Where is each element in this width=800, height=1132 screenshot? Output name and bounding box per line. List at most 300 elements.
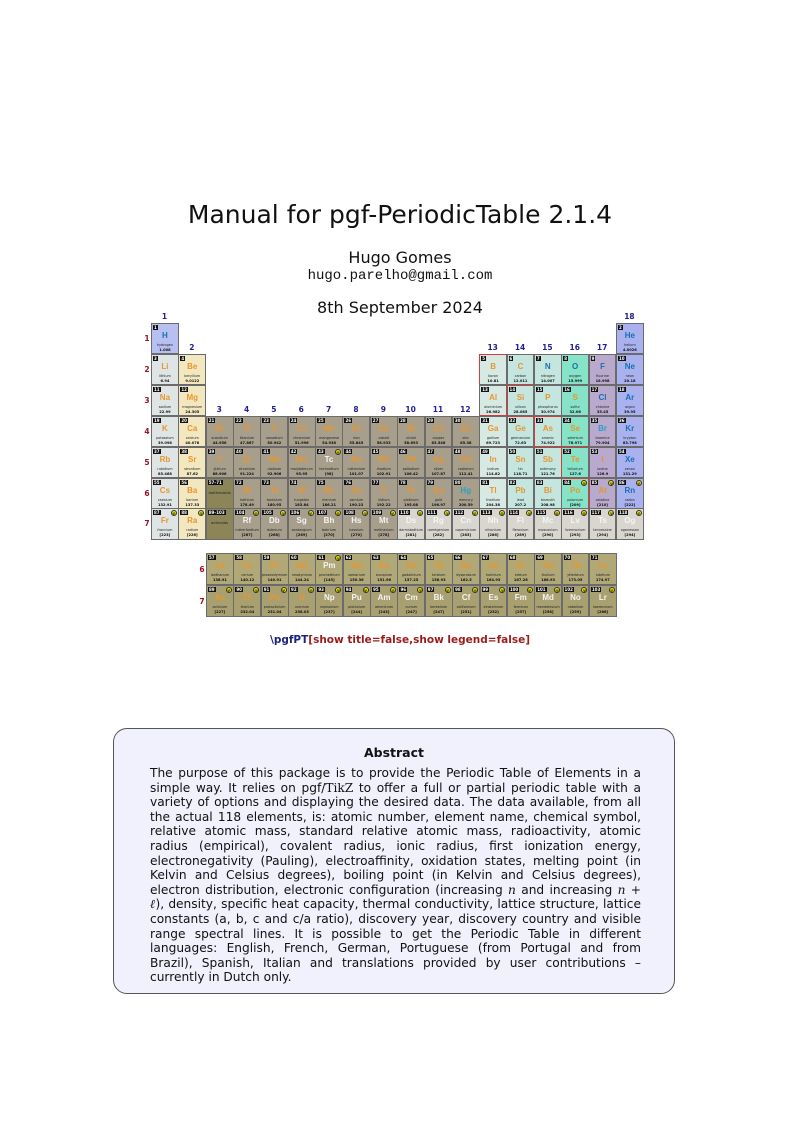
atomic-mass: 95.95 [295, 471, 308, 476]
element-cell-nh[interactable] [479, 508, 507, 539]
element-name: chromium [293, 435, 311, 440]
element-cell-pm[interactable] [315, 553, 343, 585]
element-cell-zn[interactable] [452, 416, 480, 447]
atomic-number: 94 [345, 586, 352, 592]
element-cell-w[interactable] [288, 478, 316, 509]
atomic-mass: 157.25 [404, 578, 419, 582]
atomic-mass: 126.9 [596, 471, 609, 476]
element-name: hydrogen [156, 343, 173, 347]
element-cell-ta[interactable] [260, 478, 288, 509]
element-cell-co[interactable] [370, 416, 398, 447]
element-symbol: Bh [323, 516, 335, 526]
element-cell-s[interactable] [561, 385, 589, 416]
element-cell-sg[interactable] [288, 508, 316, 539]
element-cell-bk[interactable] [425, 585, 453, 617]
atomic-mass: [294] [624, 533, 636, 538]
element-cell-hs[interactable] [342, 508, 370, 539]
element-cell-cs[interactable] [151, 478, 179, 509]
element-symbol: U [299, 592, 305, 602]
element-cell-ge[interactable] [507, 416, 535, 447]
atomic-number: 20 [181, 417, 187, 423]
element-symbol: Be [187, 361, 198, 371]
atomic-number: 63 [373, 555, 379, 560]
element-cell-h[interactable] [151, 323, 179, 354]
atomic-mass: [269] [296, 533, 308, 538]
element-name: lawrencium [593, 604, 613, 609]
atomic-mass: 167.26 [513, 578, 528, 582]
element-symbol: Ti [243, 423, 251, 433]
atomic-number: 91 [263, 586, 270, 592]
atomic-number: 77 [372, 479, 379, 485]
atomic-mass: 14.007 [540, 378, 555, 383]
element-cell-tc[interactable] [315, 447, 343, 478]
element-cell-os[interactable] [342, 478, 370, 509]
element-cell-gd[interactable] [397, 553, 425, 585]
element-name: californium [456, 604, 476, 609]
element-name: neptunium [320, 604, 339, 609]
element-cell-ba[interactable] [178, 478, 206, 509]
element-cell-nb[interactable] [260, 447, 288, 478]
element-cell-ru[interactable] [342, 447, 370, 478]
element-cell-ag[interactable] [425, 447, 453, 478]
element-symbol: Li [161, 361, 169, 371]
atomic-mass: [278] [378, 533, 390, 538]
element-cell-ca[interactable] [178, 416, 206, 447]
element-symbol: Br [598, 423, 607, 433]
radioactive-icon: ☢ [609, 511, 614, 517]
element-symbol: Zn [460, 423, 471, 433]
atomic-mass: 180.95 [267, 502, 282, 507]
element-cell-rn[interactable] [616, 478, 644, 509]
group-label-15: 15 [542, 342, 553, 352]
element-name: antimony [539, 466, 556, 471]
command-example [0, 634, 800, 646]
atomic-number: 111 [427, 510, 436, 516]
element-cell-eu[interactable] [370, 553, 398, 585]
atomic-number: 97 [427, 586, 434, 592]
element-symbol: Sm [350, 561, 363, 570]
element-symbol: Ta [269, 485, 279, 495]
atomic-mass: 65.38 [460, 440, 472, 445]
atomic-mass: [226] [186, 533, 198, 538]
element-cell-ce[interactable] [233, 553, 261, 585]
element-cell-cu[interactable] [425, 416, 453, 447]
atomic-number: 29 [427, 417, 434, 423]
radioactive-icon: ☢ [445, 511, 450, 517]
element-name: meitnerium [373, 528, 394, 533]
element-cell-es[interactable] [480, 585, 508, 617]
element-cell-rh[interactable] [370, 447, 398, 478]
element-symbol: V [271, 423, 277, 433]
element-cell-cn[interactable] [452, 508, 480, 539]
atomic-number: 2 [618, 325, 622, 330]
atomic-mass: 238.03 [295, 609, 309, 614]
element-cell-ir[interactable] [370, 478, 398, 509]
atomic-number: 9 [591, 355, 595, 361]
element-cell-rg[interactable] [425, 508, 453, 539]
element-cell-md[interactable] [534, 585, 562, 617]
element-symbol: Nh [487, 516, 499, 526]
element-symbol: Mg [186, 392, 199, 402]
element-symbol: In [489, 454, 497, 464]
group-label-10: 10 [405, 404, 416, 414]
element-cell-lu[interactable] [589, 553, 617, 585]
element-cell-br[interactable] [589, 416, 617, 447]
element-cell-na[interactable] [151, 385, 179, 416]
element-cell-cr[interactable] [288, 416, 316, 447]
element-name: roentgenium [427, 528, 450, 533]
radioactive-icon: ☢ [336, 449, 340, 455]
element-cell-ga[interactable] [479, 416, 507, 447]
element-name: radon [624, 497, 635, 502]
element-cell-o[interactable] [561, 354, 589, 385]
element-name: lutetium [595, 573, 610, 577]
element-cell-at[interactable] [589, 478, 617, 509]
atomic-number: 24 [290, 417, 297, 423]
element-symbol: K [162, 423, 168, 433]
atomic-number: 110 [400, 510, 409, 516]
element-name: iron [353, 435, 360, 440]
atomic-mass: 15.999 [568, 378, 583, 383]
element-cell-fr[interactable] [151, 508, 179, 539]
element-cell-ho[interactable] [480, 553, 508, 585]
element-name: radium [186, 528, 199, 533]
atomic-mass: 32.06 [569, 409, 581, 414]
element-cell-sc[interactable] [206, 416, 234, 447]
element-cell-f[interactable] [589, 354, 617, 385]
atomic-mass: 12.011 [513, 378, 528, 383]
atomic-mass: 78.971 [568, 440, 583, 445]
element-name: promethium [318, 573, 340, 577]
element-name: barium [186, 497, 199, 502]
element-cell-ti[interactable] [233, 416, 261, 447]
atomic-number: 16 [564, 386, 570, 392]
element-name: copernicium [455, 528, 477, 533]
radioactive-icon: ☢ [582, 480, 586, 486]
element-cell-ni[interactable] [397, 416, 425, 447]
element-cell-mn[interactable] [315, 416, 343, 447]
element-cell-li[interactable] [151, 354, 179, 385]
element-cell-mt[interactable] [370, 508, 398, 539]
element-cell-sb[interactable] [534, 447, 562, 478]
element-cell-mg[interactable] [178, 385, 206, 416]
element-cell-zr[interactable] [233, 447, 261, 478]
atomic-number: 40 [236, 448, 242, 454]
element-name: gallium [486, 435, 500, 440]
radioactive-icon: ☢ [609, 480, 614, 486]
element-symbol: Mo [295, 454, 308, 464]
element-symbol: Se [570, 423, 581, 433]
abstract-text: The purpose of this package is to provide the Periodic Table of Elements in a simple way. It relies on pgf/ [150, 766, 641, 795]
atomic-mass: 54.938 [322, 440, 336, 445]
radioactive-icon: ☢ [336, 587, 341, 593]
element-cell-au[interactable] [425, 478, 453, 509]
radioactive-icon: ☢ [555, 587, 559, 593]
element-name: potassium [156, 435, 174, 440]
element-symbol: Ac [214, 592, 226, 602]
group-label-12: 12 [460, 404, 471, 414]
atomic-mass: 137.33 [185, 502, 200, 507]
placeholder-cell-actinoids[interactable] [206, 508, 234, 539]
element-name: seaborgium [291, 528, 312, 533]
radioactive-icon: ☢ [636, 480, 641, 486]
atomic-mass: 186.21 [322, 502, 336, 507]
element-symbol: Db [268, 516, 280, 526]
element-cell-lr[interactable] [589, 585, 617, 617]
element-symbol: Ca [187, 423, 198, 433]
element-cell-sr[interactable] [178, 447, 206, 478]
element-symbol: N [544, 361, 551, 371]
element-cell-np[interactable] [315, 585, 343, 617]
element-cell-ra[interactable] [178, 508, 206, 539]
element-cell-mo[interactable] [288, 447, 316, 478]
element-cell-al[interactable] [479, 385, 507, 416]
element-symbol: Lr [598, 592, 607, 602]
element-symbol: Hg [460, 485, 472, 495]
atomic-mass: 55.845 [349, 440, 364, 445]
element-cell-pa[interactable] [261, 585, 289, 617]
group-label-7: 7 [325, 404, 332, 414]
element-cell-no[interactable] [562, 585, 590, 617]
element-cell-pb[interactable] [507, 478, 535, 509]
element-symbol: As [542, 423, 553, 433]
element-cell-dy[interactable] [452, 553, 480, 585]
atomic-number: 86 [618, 479, 625, 485]
radioactive-icon: ☢ [227, 587, 231, 593]
atomic-number: 109 [372, 510, 382, 516]
element-name: cobalt [378, 435, 389, 440]
element-name: titanium [239, 435, 255, 440]
element-cell-kr[interactable] [616, 416, 644, 447]
element-name: yttrium [213, 466, 226, 471]
element-name: americium [374, 604, 394, 609]
abstract-text: and increasing [515, 882, 618, 897]
element-cell-se[interactable] [561, 416, 589, 447]
element-cell-ts[interactable] [589, 508, 617, 539]
atomic-number: 74 [290, 479, 297, 485]
atomic-mass: 121.76 [540, 471, 555, 476]
element-name: technetium [319, 466, 339, 471]
element-cell-n[interactable] [534, 354, 562, 385]
element-symbol: S [572, 392, 578, 402]
atomic-number: 15 [536, 386, 543, 392]
element-cell-k[interactable] [151, 416, 179, 447]
element-name: argon [624, 404, 635, 409]
element-symbol: Sn [515, 454, 526, 464]
atomic-number: 85 [591, 479, 598, 485]
element-cell-sm[interactable] [343, 553, 371, 585]
element-name: nickel [406, 435, 416, 440]
element-symbol: Gd [405, 561, 417, 570]
atomic-number: 10 [618, 355, 625, 361]
element-cell-og[interactable] [616, 508, 644, 539]
element-cell-si[interactable] [507, 385, 535, 416]
author-name: Hugo Gomes [348, 248, 452, 267]
element-cell-as[interactable] [534, 416, 562, 447]
element-cell-i[interactable] [589, 447, 617, 478]
atomic-mass: [289] [515, 533, 526, 538]
atomic-mass: [227] [214, 609, 226, 614]
atomic-mass: 74.922 [540, 440, 555, 445]
element-cell-pu[interactable] [343, 585, 371, 617]
group-label-16: 16 [569, 342, 580, 352]
atomic-number: 43 [318, 448, 324, 454]
element-symbol: Yb [570, 561, 581, 570]
atomic-mass: [247] [405, 609, 417, 614]
abstract-box [113, 728, 675, 994]
element-cell-xe[interactable] [616, 447, 644, 478]
element-cell-pr[interactable] [261, 553, 289, 585]
element-cell-la[interactable] [206, 553, 234, 585]
atomic-mass: 39.95 [624, 409, 636, 414]
radioactive-icon: ☢ [391, 587, 395, 593]
atomic-number: 106 [290, 510, 300, 516]
period-label-4: 4 [144, 426, 150, 436]
element-cell-db[interactable] [260, 508, 288, 539]
element-cell-tl[interactable] [479, 478, 507, 509]
atomic-mass: [259] [570, 609, 581, 614]
element-cell-bi[interactable] [534, 478, 562, 509]
element-cell-cd[interactable] [452, 447, 480, 478]
element-name: thorium [240, 604, 254, 609]
atomic-mass: [290] [542, 533, 554, 538]
document-date: 8th September 2024 [317, 298, 483, 317]
atomic-number: 102 [564, 586, 573, 592]
radioactive-icon: ☢ [609, 587, 614, 593]
element-name: aluminium [484, 404, 503, 409]
math-n: n [508, 882, 516, 897]
element-name: flerovium [512, 528, 529, 533]
element-name: ruthenium [347, 466, 366, 471]
element-cell-hg[interactable] [452, 478, 480, 509]
element-name: actinium [212, 604, 228, 609]
element-cell-he[interactable] [616, 323, 644, 354]
atomic-number: 31 [482, 417, 488, 423]
atomic-mass: 22.99 [159, 409, 171, 414]
element-name: cerium [241, 573, 254, 577]
atomic-number: 17 [591, 386, 598, 392]
element-cell-b[interactable] [479, 354, 507, 385]
element-cell-rb[interactable] [151, 447, 179, 478]
group-label-3: 3 [216, 404, 222, 414]
atomic-number: 80 [454, 479, 461, 485]
element-cell-sn[interactable] [507, 447, 535, 478]
element-cell-cf[interactable] [452, 585, 480, 617]
atomic-number: 46 [400, 448, 406, 454]
atomic-mass: 190.23 [349, 502, 364, 507]
atomic-mass: 168.93 [541, 578, 556, 582]
element-cell-th[interactable] [233, 585, 261, 617]
element-cell-bh[interactable] [315, 508, 343, 539]
element-name: cadmium [457, 466, 474, 471]
element-name: helium [624, 343, 636, 347]
element-cell-y[interactable] [206, 447, 234, 478]
placeholder-label: actinoids [211, 520, 229, 526]
math-n-plus-l: n + ℓ [150, 882, 641, 912]
element-cell-hf[interactable] [233, 478, 261, 509]
element-symbol: Ne [624, 361, 635, 371]
atomic-number: 71 [591, 555, 598, 560]
element-symbol: Rf [242, 516, 252, 526]
element-cell-c[interactable] [507, 354, 535, 385]
element-cell-ac[interactable] [206, 585, 234, 617]
element-cell-pd[interactable] [397, 447, 425, 478]
element-cell-rf[interactable] [233, 508, 261, 539]
atomic-number: 44 [345, 448, 352, 454]
element-name: krypton [623, 435, 637, 440]
element-cell-fe[interactable] [342, 416, 370, 447]
element-cell-pt[interactable] [397, 478, 425, 509]
atomic-mass: 208.98 [540, 502, 555, 507]
atomic-number: 70 [564, 555, 571, 560]
element-name: thulium [541, 573, 555, 577]
element-cell-te[interactable] [561, 447, 589, 478]
group-label-14: 14 [514, 342, 526, 352]
atomic-number: 54 [618, 448, 625, 454]
element-symbol: Zr [242, 454, 251, 464]
atomic-number: 50 [509, 448, 516, 454]
atomic-number: 53 [591, 448, 598, 454]
element-cell-yb[interactable] [562, 553, 590, 585]
element-symbol: Pd [405, 454, 417, 464]
element-name: neon [625, 373, 635, 378]
element-name: ytterbium [567, 573, 584, 577]
element-cell-po[interactable] [561, 478, 589, 509]
atomic-mass: 87.62 [186, 471, 198, 476]
element-cell-re[interactable] [315, 478, 343, 509]
element-name: nobelium [567, 604, 584, 609]
period-label-7: 7 [144, 519, 150, 529]
element-cell-nd[interactable] [288, 553, 316, 585]
element-cell-fl[interactable] [507, 508, 535, 539]
element-symbol: Xe [624, 454, 635, 464]
element-name: osmium [349, 497, 364, 502]
element-cell-am[interactable] [370, 585, 398, 617]
element-name: neodymium [291, 573, 313, 577]
element-cell-in[interactable] [479, 447, 507, 478]
element-cell-v[interactable] [260, 416, 288, 447]
element-cell-tb[interactable] [425, 553, 453, 585]
element-name: lead [516, 497, 525, 502]
element-cell-lv[interactable] [561, 508, 589, 539]
placeholder-cell-lanthanoids[interactable] [206, 478, 234, 509]
atomic-mass: 20.18 [624, 378, 636, 383]
element-cell-ds[interactable] [397, 508, 425, 539]
atomic-number: 38 [181, 448, 187, 454]
element-cell-ne[interactable] [616, 354, 644, 385]
atomic-mass: 162.5 [460, 578, 472, 582]
document-title: Manual for pgf-PeriodicTable 2.1.4 [187, 200, 613, 229]
element-cell-mc[interactable] [534, 508, 562, 539]
element-cell-cm[interactable] [397, 585, 425, 617]
element-cell-ar[interactable] [616, 385, 644, 416]
element-cell-fm[interactable] [507, 585, 535, 617]
element-symbol: Ir [381, 485, 387, 495]
element-symbol: Ge [515, 423, 526, 433]
radioactive-icon: ☢ [199, 511, 203, 517]
fblock-period-label-6: 6 [199, 565, 205, 574]
element-cell-u[interactable] [288, 585, 316, 617]
group-label-13: 13 [487, 342, 498, 352]
atomic-mass: 107.87 [431, 471, 446, 476]
atomic-number: 99 [482, 586, 489, 592]
element-cell-cl[interactable] [589, 385, 617, 416]
element-cell-p[interactable] [534, 385, 562, 416]
element-symbol: Te [570, 454, 580, 464]
element-cell-be[interactable] [178, 354, 206, 385]
element-cell-er[interactable] [507, 553, 535, 585]
element-cell-tm[interactable] [534, 553, 562, 585]
